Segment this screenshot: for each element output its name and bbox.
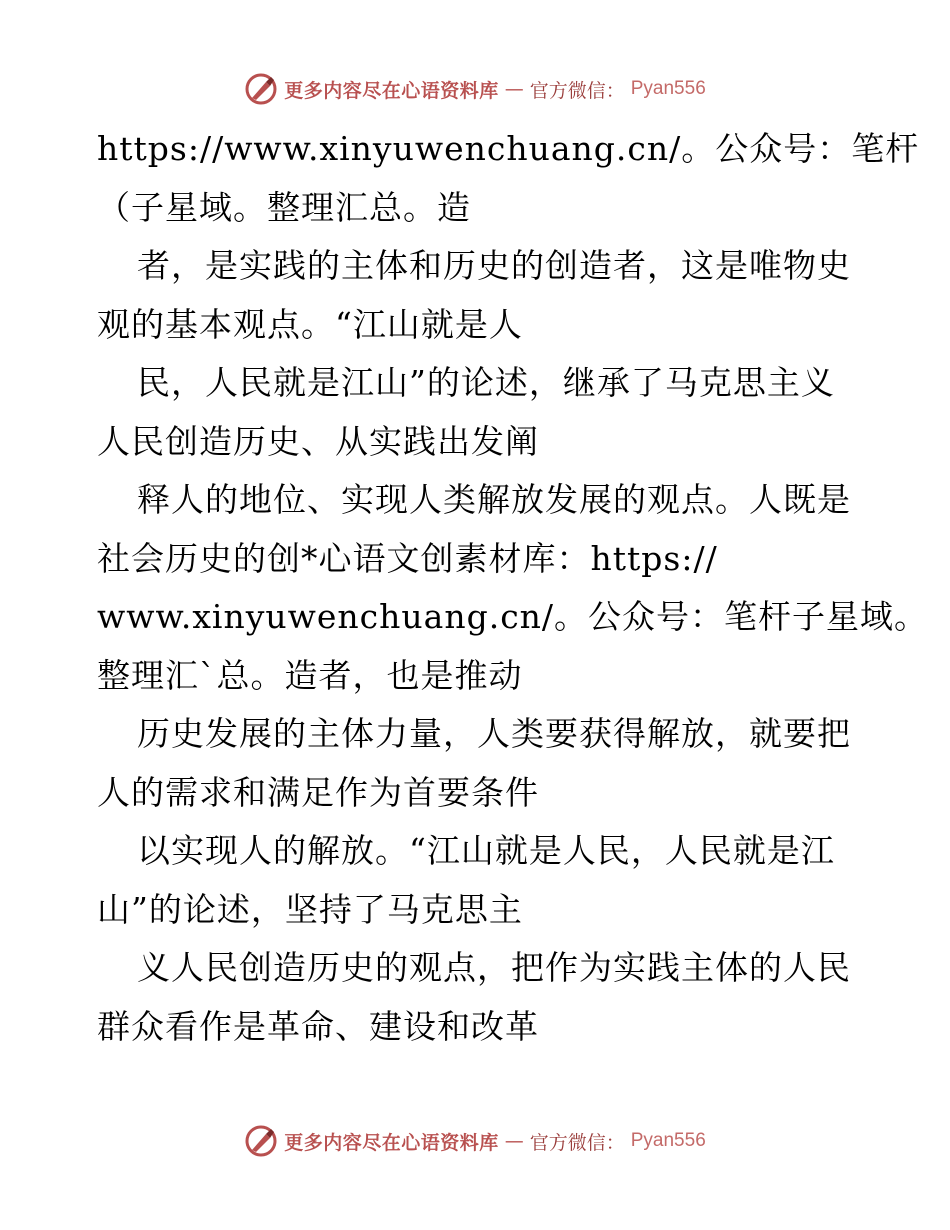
body-line: 山”的论述，坚持了马克思主 [97,889,523,929]
header-watermark [0,72,950,106]
brush-pen-logo-icon [244,1124,278,1158]
watermark-wechat-label: 官方微信： [529,1131,625,1154]
body-line: 者，是实践的主体和历史的创造者，这是唯物史 [137,246,851,285]
body-line: 民，人民就是江山”的论述，继承了马克思主义 [137,363,835,402]
watermark-dash: — [504,1130,524,1152]
body-line: 历史发展的主体力量，人类要获得解放，就要把 [137,714,851,753]
body-line: 观的基本观点。“江山就是人 [97,304,523,344]
body-line: 人民创造历史、从实践出发阐 [97,421,539,461]
watermark-main-text: 更多内容尽在心语资料库 [284,1131,499,1154]
body-line: 群众看作是革命、建设和改革 [97,1006,539,1046]
watermark-wechat-id: Pyan556 [630,78,706,99]
footer-watermark [0,1124,950,1158]
body-line: www.xinyuwenchuang.cn/。公众号：笔杆子星域。 [97,597,929,636]
body-line: 社会历史的创*心语文创素材库：https:// [97,538,718,578]
body-line: 以实现人的解放。“江山就是人民，人民就是江 [137,831,835,870]
body-line: 释人的地位、实现人类解放发展的观点。人既是 [137,480,851,519]
watermark-wechat-id: Pyan556 [630,1130,706,1151]
body-line: 义人民创造历史的观点，把作为实践主体的人民 [137,948,851,987]
watermark-dash: — [504,78,524,100]
body-line: https://www.xinyuwenchuang.cn/。公众号：笔杆 [97,129,920,168]
brush-pen-logo-icon [244,72,278,106]
document-body [97,120,929,1056]
watermark-main-text: 更多内容尽在心语资料库 [284,79,499,102]
body-line: （子星域。整理汇总。造 [97,187,471,227]
body-line: 人的需求和满足作为首要条件 [97,772,539,812]
watermark-wechat-label: 官方微信： [529,79,625,102]
body-line: 整理汇`总。造者，也是推动 [97,655,523,695]
